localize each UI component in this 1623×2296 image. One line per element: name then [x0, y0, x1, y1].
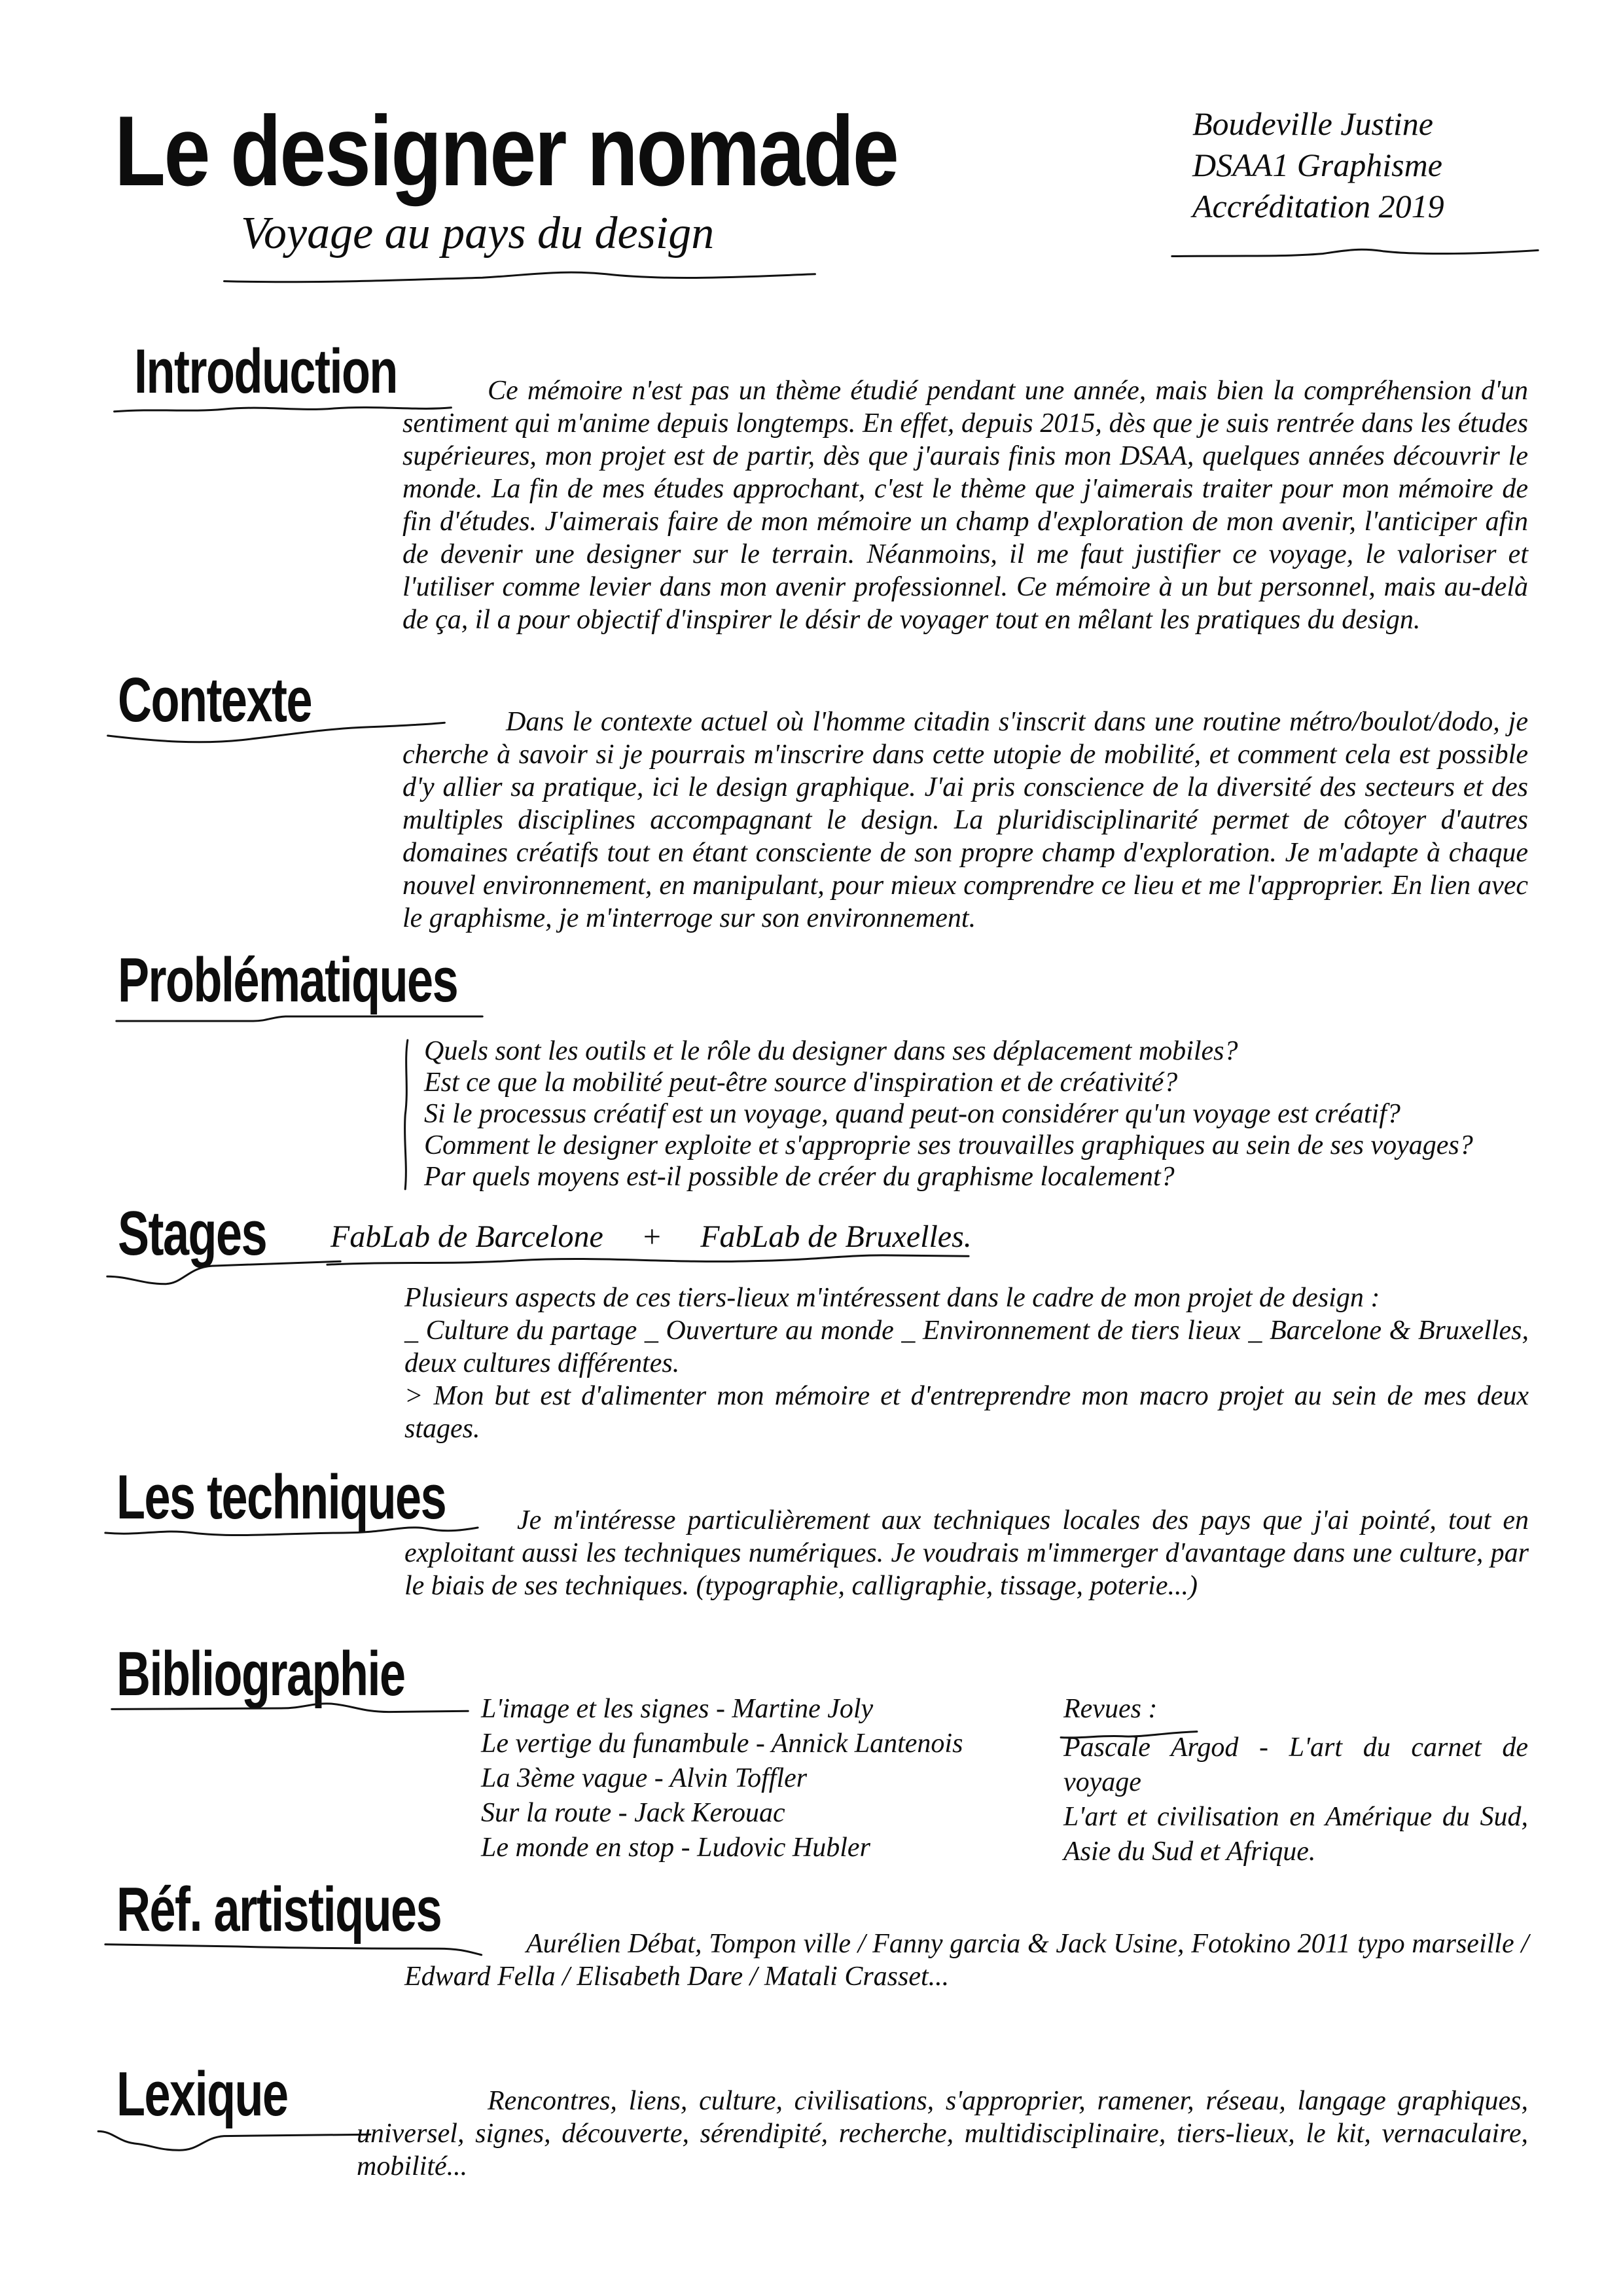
- ref-artistiques-body: Aurélien Débat, Tompon ville / Fanny garcia & Jack Usine, Fotokino 2011 typo marseille / Edward Fella / Elisabeth Dare / Matali Crasset...: [404, 1929, 1529, 1992]
- contexte-body: Dans le contexte actuel où l'homme citadin s'inscrit dans une routine métro/boulot/dodo, je cherche à savoir si je pourrais m'inscrire dans cette utopie de mobilité, et comment cela est possible d'y allier sa pratique, ici le design graphique. J'ai pris conscience de la diversité des secteurs et des multiples disciplines accompagnant le design. La pluridisciplinarité permet de côtoyer d'autres domaines créatifs tout en étant consciente de son propre champ d'exploration. Je m'adapte à chaque nouvel environnement, en manipulant, pour mieux comprendre ce lieu et me l'approprier. En lien avec le graphisme, je m'interroge sur son environnement.: [402, 707, 1528, 933]
- author-block: [1192, 103, 1444, 227]
- problematique-question: Si le processus créatif est un voyage, quand peut-on considérer qu'un voyage est créatif?: [424, 1099, 1400, 1129]
- stages-paragraph: > Mon but est d'alimenter mon mémoire et d'entreprendre mon macro projet au sein de mes deux stages.: [404, 1381, 1529, 1444]
- page-subtitle: Voyage au pays du design: [241, 208, 715, 259]
- underline-squiggle: [324, 1253, 972, 1270]
- stage-place-bruxelles: FabLab de Bruxelles.: [700, 1219, 972, 1254]
- introduction-body: Ce mémoire n'est pas un thème étudié pendant une année, mais bien la compréhension d'un sentiment qui m'anime depuis longtemps. En effet, depuis 2015, dès que je suis rentrée dans les études supérieures, mon projet est de partir, dès que j'aurais finis mon DSAA, quelques années découvrir le monde. La fin de mes études approchant, c'est le thème que j'aimerais traiter pour mon mémoire de fin d'études. J'aimerais faire de mon mémoire un champ d'exploration de mon avenir, l'anticiper afin de devenir une designer sur le terrain. Néanmoins, il me faut justifier ce voyage, le valoriser et l'utiliser comme levier dans mon avenir professionnel. Ce mémoire à un but personnel, mais au-delà de ça, il a pour objectif d'inspirer le désir de voyager tout en mêlant les pratiques du design.: [402, 376, 1528, 635]
- book-item: Sur la route - Jack Kerouac: [481, 1798, 785, 1828]
- book-item: Le monde en stop - Ludovic Hubler: [481, 1833, 870, 1863]
- problematique-question: Comment le designer exploite et s'approprie ses trouvailles graphiques au sein de ses voyages?: [424, 1130, 1473, 1160]
- underline-squiggle: [1170, 243, 1540, 260]
- section-heading-stages: Stages: [118, 1198, 267, 1268]
- book-item: La 3ème vague - Alvin Toffler: [481, 1763, 808, 1793]
- section-heading-ref-artistiques: Réf. artistiques: [116, 1874, 442, 1945]
- underline-squiggle: [113, 401, 453, 416]
- revues-label: Revues :: [1063, 1694, 1158, 1724]
- problematique-question: Est ce que la mobilité peut-être source d'inspiration et de créativité?: [424, 1067, 1178, 1098]
- techniques-body: Je m'intéresse particulièrement aux techniques locales des pays que j'ai pointé, tout en exploitant aussi les techniques numériques. Je voudrais m'immerger d'avantage dans une culture, par le biais de ses techniques. (typographie, calligraphie, tissage, poterie...): [404, 1505, 1529, 1601]
- section-heading-problematiques: Problématiques: [118, 945, 458, 1015]
- underline-squiggle: [221, 267, 818, 291]
- problematiques-list: [424, 1035, 1497, 1193]
- bibliographie-revues: [1063, 1692, 1528, 1869]
- problematique-question: Quels sont les outils et le rôle du designer dans ses déplacement mobiles?: [424, 1036, 1238, 1066]
- list-bracket-line: [401, 1039, 412, 1190]
- section-heading-techniques: Les techniques: [116, 1462, 446, 1532]
- section-heading-bibliographie: Bibliographie: [116, 1639, 405, 1709]
- underline-squiggle: [106, 721, 446, 750]
- underline-squiggle: [97, 2122, 372, 2153]
- underline-squiggle: [1060, 1729, 1198, 1741]
- problematique-question: Par quels moyens est-il possible de créer du graphisme localement?: [424, 1162, 1175, 1192]
- stages-paragraph: _ Culture du partage _ Ouverture au monde _ Environnement de tiers lieux _ Barcelone & Bruxelles, deux cultures différentes.: [404, 1316, 1529, 1378]
- stages-paragraph: Plusieurs aspects de ces tiers-lieux m'intéressent dans le cadre de mon projet de design :: [404, 1283, 1380, 1313]
- section-heading-contexte: Contexte: [118, 665, 312, 735]
- underline-squiggle: [110, 1699, 470, 1717]
- page-title: Le designer nomade: [115, 96, 898, 207]
- lexique-body: Rencontres, liens, culture, civilisations, s'approprier, ramener, réseau, langage graphiques, universel, signes, découverte, sérendipité, recherche, multidisciplinaire, tiers-lieux, le kit, vernaculaire, mobilité...: [357, 2086, 1528, 2181]
- author-year: Accréditation 2019: [1192, 188, 1444, 224]
- bibliographie-books: [481, 1692, 1031, 1865]
- author-program: DSAA1 Graphisme: [1192, 147, 1442, 183]
- revue-item: L'art et civilisation en Amérique du Sud, Asie du Sud et Afrique.: [1063, 1802, 1528, 1867]
- section-heading-lexique: Lexique: [116, 2059, 288, 2129]
- underline-squiggle: [115, 1011, 484, 1024]
- stages-body: [404, 1282, 1529, 1445]
- stage-places: [330, 1221, 972, 1253]
- book-item: Le vertige du funambule - Annick Lantenois: [481, 1729, 963, 1759]
- plus-sign: +: [641, 1219, 663, 1254]
- stage-place-barcelone: FabLab de Barcelone: [330, 1219, 603, 1254]
- author-name: Boudeville Justine: [1192, 105, 1433, 142]
- revue-item: Pascale Argod - L'art du carnet de voyage: [1063, 1732, 1528, 1797]
- book-item: L'image et les signes - Martine Joly: [481, 1694, 874, 1724]
- underline-squiggle: [106, 1255, 342, 1285]
- section-heading-introduction: Introduction: [134, 336, 397, 406]
